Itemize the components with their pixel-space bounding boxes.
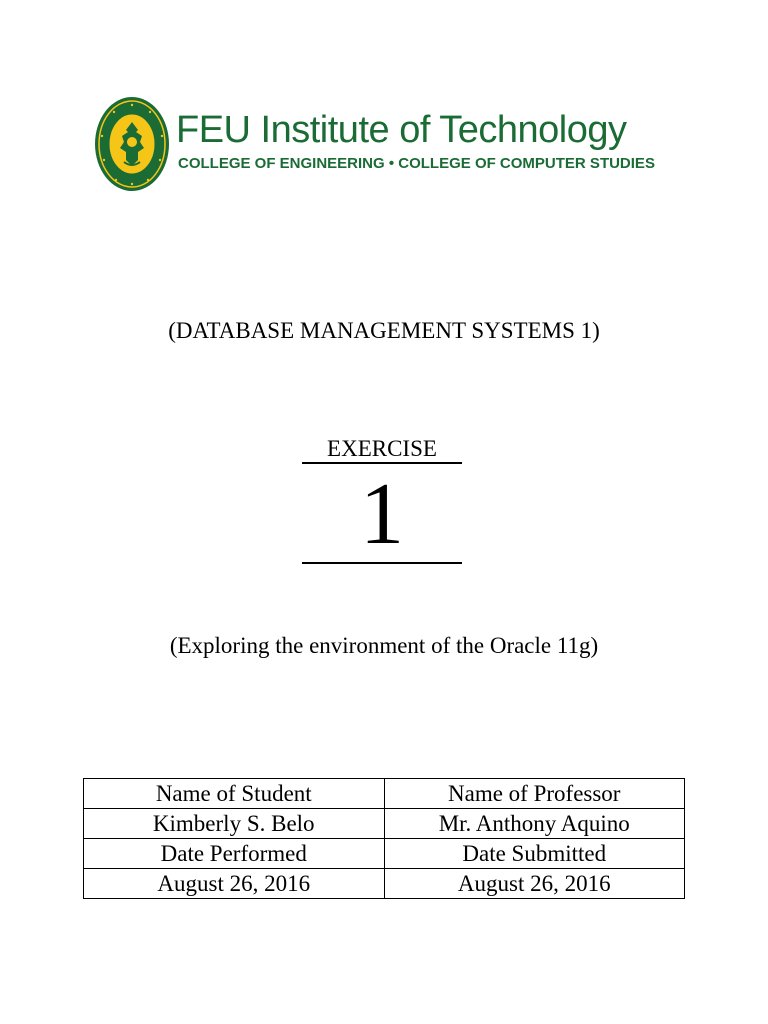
table-row <box>84 869 685 899</box>
exercise-topic: (Exploring the environment of the Oracle 11g) <box>169 633 599 658</box>
table-row <box>84 839 685 869</box>
student-name-cell: Kimberly S. Belo <box>84 809 385 839</box>
professor-label-cell: Name of Professor <box>384 779 685 809</box>
info-table <box>83 778 685 899</box>
college-names: COLLEGE OF ENGINEERING • COLLEGE OF COMPUTER STUDIES <box>178 155 655 172</box>
exercise-label: EXERCISE <box>302 434 462 464</box>
professor-name-cell: Mr. Anthony Aquino <box>384 809 685 839</box>
exercise-number: 1 <box>302 470 462 564</box>
institution-logo <box>94 96 664 192</box>
feu-seal-icon <box>94 96 170 192</box>
date-performed-cell: August 26, 2016 <box>84 869 385 899</box>
table-row <box>84 809 685 839</box>
institution-name: FEU Institute of Technology <box>176 109 627 151</box>
date-submitted-cell: August 26, 2016 <box>384 869 685 899</box>
table-row <box>84 779 685 809</box>
date-performed-label-cell: Date Performed <box>84 839 385 869</box>
student-label-cell: Name of Student <box>84 779 385 809</box>
date-submitted-label-cell: Date Submitted <box>384 839 685 869</box>
course-title: (DATABASE MANAGEMENT SYSTEMS 1) <box>168 318 600 343</box>
